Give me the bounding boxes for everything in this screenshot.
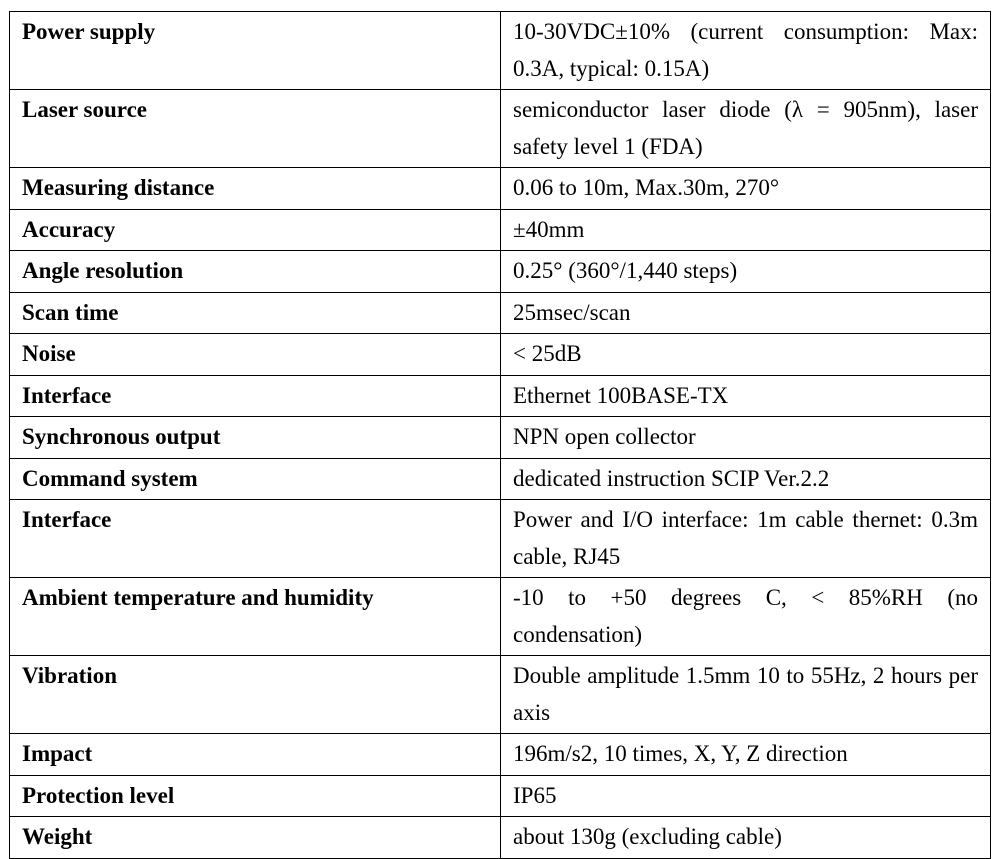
spec-table: [9, 11, 991, 859]
table-row: [10, 90, 991, 168]
table-row: [10, 500, 991, 578]
table-row: [10, 458, 991, 500]
spec-label: Protection level: [10, 775, 501, 817]
spec-label: Interface: [10, 375, 501, 417]
table-row: [10, 168, 991, 210]
spec-label: Power supply: [10, 12, 501, 90]
spec-table-body: [10, 12, 991, 859]
spec-label: Accuracy: [10, 209, 501, 251]
spec-value: < 25dB: [501, 334, 991, 376]
spec-value: ±40mm: [501, 209, 991, 251]
spec-value: 196m/s2, 10 times, X, Y, Z direction: [501, 734, 991, 776]
spec-value: 0.06 to 10m, Max.30m, 270°: [501, 168, 991, 210]
spec-value: Double amplitude 1.5mm 10 to 55Hz, 2 hours per axis: [501, 656, 991, 734]
spec-value: dedicated instruction SCIP Ver.2.2: [501, 458, 991, 500]
spec-label: Noise: [10, 334, 501, 376]
table-row: [10, 578, 991, 656]
spec-label: Laser source: [10, 90, 501, 168]
table-row: [10, 817, 991, 859]
spec-value: Ethernet 100BASE-TX: [501, 375, 991, 417]
table-row: [10, 12, 991, 90]
table-row: [10, 209, 991, 251]
spec-value: 25msec/scan: [501, 292, 991, 334]
table-row: [10, 334, 991, 376]
spec-label: Interface: [10, 500, 501, 578]
spec-label: Weight: [10, 817, 501, 859]
spec-label: Scan time: [10, 292, 501, 334]
spec-label: Ambient temperature and humidity: [10, 578, 501, 656]
spec-label: Impact: [10, 734, 501, 776]
spec-value: 0.25° (360°/1,440 steps): [501, 251, 991, 293]
spec-value: -10 to +50 degrees C, < 85%RH (no condensation): [501, 578, 991, 656]
spec-label: Synchronous output: [10, 417, 501, 459]
table-row: [10, 375, 991, 417]
spec-label: Vibration: [10, 656, 501, 734]
spec-label: Measuring distance: [10, 168, 501, 210]
spec-value: semiconductor laser diode (λ = 905nm), laser safety level 1 (FDA): [501, 90, 991, 168]
table-row: [10, 251, 991, 293]
table-row: [10, 417, 991, 459]
table-row: [10, 775, 991, 817]
spec-label: Command system: [10, 458, 501, 500]
spec-value: 10-30VDC±10% (current consumption: Max: 0.3A, typical: 0.15A): [501, 12, 991, 90]
spec-value: about 130g (excluding cable): [501, 817, 991, 859]
spec-value: NPN open collector: [501, 417, 991, 459]
spec-value: Power and I/O interface: 1m cable thernet: 0.3m cable, RJ45: [501, 500, 991, 578]
table-row: [10, 292, 991, 334]
spec-label: Angle resolution: [10, 251, 501, 293]
table-row: [10, 656, 991, 734]
table-row: [10, 734, 991, 776]
spec-value: IP65: [501, 775, 991, 817]
